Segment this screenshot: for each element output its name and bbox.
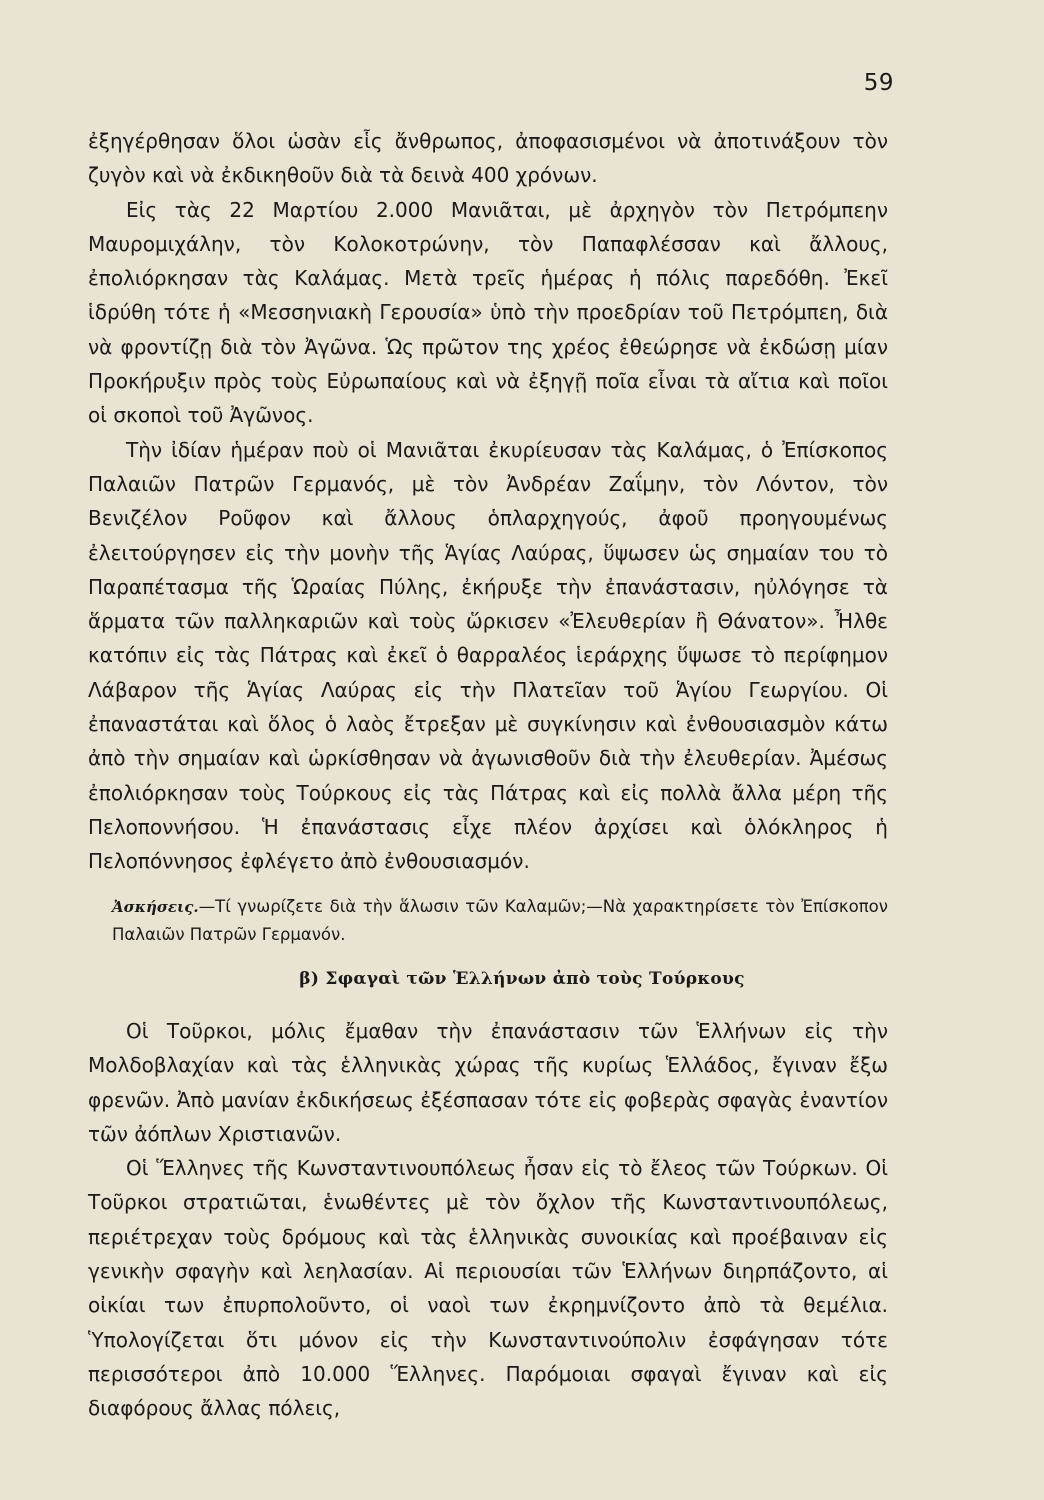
paragraph-kalamata-siege: Εἰς τὰς 22 Μαρτίου 2.000 Μανιᾶται, μὲ ἀρχηγὸν τὸν Πετρόμπεην Μαυρομιχάλην, τὸν Κολοκοτρώνην, τὸν Παπαφλέσσαν καὶ ἄλλους, ἐπολιόρκησαν τὰς Καλάμας. Μετὰ τρεῖς ἡμέρας ἡ πόλις παρεδόθη. Ἐκεῖ ἱδρύθη τότε ἡ «Μεσσηνιακὴ Γερουσία» ὑπὸ τὴν προεδρίαν τοῦ Πετρόμπεη, διὰ νὰ φροντίζῃ διὰ τὸν Ἀγῶνα. Ὡς πρῶτον της χρέος ἐθεώρησε νὰ ἐκδώσῃ μίαν Προκήρυξιν πρὸς τοὺς Εὐρωπαίους καὶ νὰ ἐξηγῇ ποῖα εἶναι τὰ αἴτια καὶ ποῖοι οἱ σκοποὶ τοῦ Ἀγῶνος. (88, 197, 888, 428)
exercises-text: —Τί γνωρίζετε διὰ τὴν ἅλωσιν τῶν Καλαμῶν;—Νὰ χαρακτηρίσετε τὸν Ἐπίσκοπον Παλαιῶν Πατρῶν Γερμανόν. (112, 897, 888, 944)
main-text-part2 (88, 1014, 888, 1426)
page-number: 59 (863, 70, 894, 96)
paragraph-bishop-germanos: Τὴν ἰδίαν ἡμέραν ποὺ οἱ Μανιᾶται ἐκυρίευσαν τὰς Καλάμας, ὁ Ἐπίσκοπος Παλαιῶν Πατρῶν Γερμανός, μὲ τὸν Ἀνδρέαν Ζαΐμην, τὸν Λόντον, τὸν Βενιζέλον Ροῦφον καὶ ἄλλους ὁπλαρχηγούς, ἀφοῦ προηγουμένως ἐλειτούργησεν εἰς τὴν μονὴν τῆς Ἁγίας Λαύρας, ὕψωσεν ὡς σημαίαν του τὸ Παραπέτασμα τῆς Ὡραίας Πύλης, ἐκήρυξε τὴν ἐπανάστασιν, ηὐλόγησε τὰ ἅρματα τῶν παλληκαριῶν καὶ τοὺς ὥρκισεν «Ἐλευθερίαν ἢ Θάνατον». Ἦλθε κατόπιν εἰς τὰς Πάτρας καὶ ἐκεῖ ὁ θαρραλέος ἱεράρχης ὕψωσε τὸ περίφημον Λάβαρον τῆς Ἁγίας Λαύρας εἰς τὴν Πλατεῖαν τοῦ Ἁγίου Γεωργίου. Οἱ ἐπαναστάται καὶ ὅλος ὁ λαὸς ἔτρεξαν μὲ συγκίνησιν καὶ ἐνθουσιασμὸν κάτω ἀπὸ τὴν σημαίαν καὶ ὡρκίσθησαν νὰ ἀγωνισθοῦν διὰ τὴν ἐλευθερίαν. Ἀμέσως ἐπολιόρκησαν τοὺς Τούρκους εἰς τὰς Πάτρας καὶ εἰς πολλὰ ἄλλα μέρη τῆς Πελοποννήσου. Ἡ ἐπανάστασις εἶχε πλέον ἀρχίσει καὶ ὁλόκληρος ἡ Πελοπόννησος ἐφλέγετο ἀπὸ ἐνθουσιασμόν. (88, 437, 888, 874)
paragraph-turks-reaction: Οἱ Τοῦρκοι, μόλις ἔμαθαν τὴν ἐπανάστασιν τῶν Ἑλλήνων εἰς τὴν Μολδοβλαχίαν καὶ τὰς ἑλληνικὰς χώρας τῆς κυρίως Ἑλλάδος, ἔγιναν ἔξω φρενῶν. Ἀπὸ μανίαν ἐκδικήσεως ἐξέσπασαν τότε εἰς φοβερὰς σφαγὰς ἐναντίον τῶν ἀόπλων Χριστιανῶν. (88, 1019, 888, 1146)
paragraph-continued: ἐξηγέρθησαν ὅλοι ὡσὰν εἷς ἄνθρωπος, ἀποφασισμένοι νὰ ἀποτινάξουν τὸν ζυγὸν καὶ νὰ ἐκδικηθοῦν διὰ τὰ δεινὰ 400 χρόνων. (88, 129, 888, 188)
exercises-note (112, 893, 888, 949)
main-text-part1 (88, 124, 888, 879)
paragraph-constantinople-massacres: Οἱ Ἕλληνες τῆς Κωνσταντινουπόλεως ἦσαν εἰς τὸ ἔλεος τῶν Τούρκων. Οἱ Τοῦρκοι στρατιῶται, ἑνωθέντες μὲ τὸν ὄχλον τῆς Κωνσταντινουπόλεως, περιέτρεχαν τοὺς δρόμους καὶ τὰς ἑλληνικὰς συνοικίας καὶ προέβαιναν εἰς γενικὴν σφαγὴν καὶ λεηλασίαν. Αἱ περιουσίαι τῶν Ἑλλήνων διηρπάζοντο, αἱ οἰκίαι των ἐπυρπολοῦντο, οἱ ναοὶ των ἐκρημνίζοντο ἀπὸ τὰ θεμέλια. Ὑπολογίζεται ὅτι μόνον εἰς τὴν Κωνσταντινούπολιν ἐσφάγησαν τότε περισσότεροι ἀπὸ 10.000 Ἕλληνες. Παρόμοιαι σφαγαὶ ἔγιναν καὶ εἰς διαφόρους ἄλλας πόλεις, (88, 1156, 888, 1421)
section-heading: β) Σφαγαὶ τῶν Ἑλλήνων ἀπὸ τοὺς Τούρκους (299, 969, 745, 989)
exercises-label: Ἀσκήσεις. (112, 898, 199, 916)
